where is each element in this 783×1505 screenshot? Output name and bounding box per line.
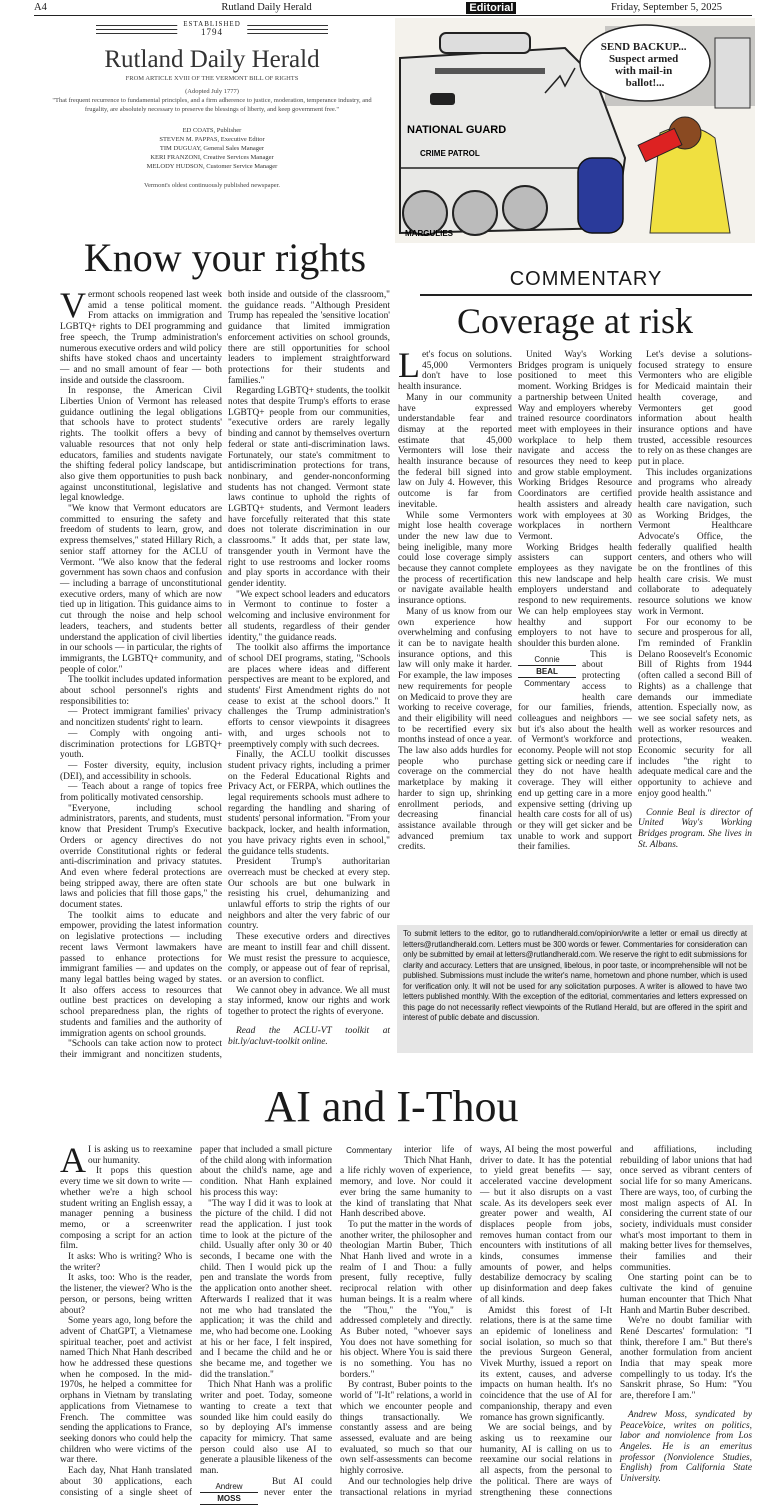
paragraph: "Everyone, including school administrators, parents, and students, must know that President Trump's Executive Orders or agency directives do not override Constitutional rights or federal anti-discrimination and privacy statutes. And even where federal protections are being stripped away, there are often state laws and policies that fill those gaps," the document states. [60,803,222,911]
letters-policy-box: To submit letters to the editor, go to rutlandherald.com/opinion/write a letter or email us directly at letters@rutlandherald.com. Letters must be 300 words or fewer. Commentaries for consideration can only be submitted by email at letters@rutlandherald.com. We reserve the right to edit submissions for clarity and accuracy. Letters that are unsigned, libelous, in poor taste, or incomprehensible will not be published. Submissions must include the writer's name, hometown and phone number, which is used for verification only. It will not be used for any solicitation purposes. A writer is allowed to have two letters published monthly. With the exception of the editorial, commentaries and letters expressed on this page do not necessarily reflect viewpoints of the Rutland Herald, but are offered in the spirit and interest of public debate and discussion. [397,925,753,1053]
paragraph: Each day, Nhat Hanh translated about 30 applications, each consisting of a single sheet of paper that included a small picture of the child along with information about the child's name, age and condition. Nhat Hanh explained his process this way: [60,1145,332,1498]
paragraph: Vermont schools reopened last week amid a tense political moment. From attacks on immigration and LGBTQ+ rights to DEI programming and free speech, the Trump administration's numerous executive orders and wild policy shifts have stoked chaos and uncertainty — and no small amount of fear — both inside and outside the classroom. [60,285,222,386]
paragraph: "Schools can take action now to protect their immigrant and noncitizen students, both inside and outside of the classroom," the guidance reads. "Although President Trump has repealed the 'sensitive location' guidance that limited immigration enforcement activities on school grounds, there are still opportunities for school leaders to implement straightforward protections for their students and families." [60,290,390,1060]
page-number: A4 [34,2,47,13]
paragraph: Regarding LGBTQ+ students, the toolkit notes that despite Trump's efforts to erase LGBTQ+ people from our communities, "executive orders are rarely legally binding and cannot by themselves overturn federal or state anti-discrimination laws. Fortunately, our state's commitment to antidiscrimination protections for trans, nonbinary, and gender-nonconforming students has not changed. Vermont state laws continue to uphold the rights of LGBTQ+ students, and Vermont leaders have forcefully reiterated that this state does not tolerate discrimination in our classrooms." It adds that, per state law, transgender youth in Vermont have the right to use restrooms and locker rooms and play sports in accordance with their gender identity. [228,386,390,589]
paragraph: "The way I did it was to look at the picture of the child. I did not read the application. I just took time to look at the picture of the child. Usually after only 30 or 40 seconds, I became one with the child. Then I would pick up the pen and translate the words from the application onto another sheet. Afterwards I realized that it was not me who had translated the application; it was the child and me, who had become one. Looking at his or her face, I felt inspired, and I became the child and he or she became me, and together we did the translation." [200,1198,332,1380]
paragraph: AI is asking us to reexamine our humanity. [60,1140,192,1180]
paragraph: One starting point can be to cultivate the kind of genuine human encounter that Thich Nhat Hanh and Martin Buber described. [620,1273,752,1316]
ai-column-body [60,1140,752,1505]
paragraph: Let's devise a solutions-focused strategy to ensure Vermonters who are eligible for Medicaid maintain their health coverage, and Vermonters get good information about health insurance options and have trusted, accessible resources to rely on as these changes are put in place. [638,350,753,468]
issue-date: Friday, September 5, 2025 [610,2,722,13]
paragraph: It asks: Who is writing? Who is the writer? [60,1252,192,1273]
paragraph: We cannot obey in advance. We all must stay informed, know our rights and work together to protect the rights of everyone. [228,985,390,1018]
page-header [34,2,752,16]
paragraph: It pops this question every time we sit down to write — whether we're a high school student writing an English essay, a manager penning a business memo, or a screenwriter composing a script for an action film. [60,1166,192,1252]
paragraph: By contrast, Buber points to the world of "I-It" relations, a world in which we encounter people and things transactionally. We constantly assess and are being assessed, evaluate and are being evaluated, so much so that our own self-assessments can become highly corrosive. [340,1380,472,1477]
paragraph: For our economy to be secure and prosperous for all, I'm reminded of Franklin Delano Roosevelt's Economic Bill of Rights from 1944 (often called a second Bill of Rights) as a challenge that demands our immediate attention. Especially now, as we see social safety nets, as well as worker resources and protections, weaken. Economic security for all includes "the right to adequate medical care and the opportunity to achieve and enjoy good health." [638,617,752,799]
author-pullout: Connie BEAL Commentary [518,654,576,689]
staff-member: STEVEN M. PAPPAS, Executive Editor [159,136,265,143]
established-seal: ESTABLISHED 1794 [177,20,247,36]
paragraph: While some Vermonters might lose health coverage under the new law due to being ineligible, many more could lose coverage simply because they cannot complete the process of recertification or navigate available health insurance options. [398,510,512,607]
paragraph: — Foster diversity, equity, inclusion (DEI), and accessibility in schools. [60,760,222,782]
paragraph: "We expect school leaders and educators in Vermont to continue to foster a welcoming and inclusive environment for all students, regardless of their gender identity," the guidance reads. [228,589,390,643]
artist-signature: MARGULIES [405,229,453,238]
paragraph: This includes organizations and programs who already provide health assistance and health care navigation, such as Working Bridges, the Vermont Healthcare Advocate's Office, the federally qualified health centers, and others who will be on the frontlines of this health care crisis. We must collaborate to adequately resource solutions we know work in Vermont. [638,467,752,617]
paragraph: We're no doubt familiar with René Descartes' formulation: "I think, therefore I am." But there's another formulation from ancient India that may speak more compellingly to us today. It's the Sanskrit phrase, So Hum: "You are, therefore I am." [620,1316,752,1402]
commentary-body [398,345,753,853]
signoff: Read the ACLU-VT toolkit at bit.ly/acluvt-toolkit online. [228,1025,390,1047]
paragraph: — Comply with ongoing anti-discrimination protections for LGBTQ+ youth. [60,728,222,761]
bubble-line: Suspect armed [608,53,679,65]
paragraph: President Trump's authoritarian overreach must be checked at every step. Our schools are but one bulwark in resisting his cruel, dehumanizing and unlawful efforts to strip the rights of our neighbors and alter the very fabric of our country. [228,857,390,932]
paragraph: "We know that Vermont educators are committed to ensuring the safety and freedom of students to learn, grow, and express themselves," stated Hillary Rich, a senior staff attorney for the ACLU of Vermont. "We also know that the federal government has sown chaos and confusion — including a barrage of unconstitutional executive orders, many of which are now tied up in litigation. This guidance aims to cut through the noise and help school leaders, teachers, and students better understand the application of civil liberties in our schools — in particular, the rights of immigrants, the LGBTQ+ community, and people of color." [60,504,222,675]
section-commentary-label: COMMENTARY [420,268,752,296]
mailbox-icon [578,158,623,233]
commentary-headline: Coverage at risk [457,301,693,341]
paragraph: This is about protecting access to health care for our families, friends, colleagues and neighbors — but it's also about the health of Vermont's workforce and economy. People will not stop getting sick or needing care if they do not have health coverage. They will either end up getting care in a more expensive setting (driving up health care costs for all of us) or they will get sicker and be unable to work and support their families. [518,649,632,853]
paper-name: Rutland Daily Herald [221,2,312,13]
author-pullout: Andrew MOSS Commentary [200,1145,398,1505]
masthead-adopted: (Adopted July 1777) [185,88,239,95]
masthead-title: Rutland Daily Herald [104,46,320,73]
paragraph: Working Bridges health assisters can support employees as they navigate this new landscape and help employers understand and respond to new requirements. We can help employees stay healthy and support employers to not have to shoulder this burden alone. [518,542,632,649]
paragraph: Let's focus on solutions. 45,000 Vermonters don't have to lose health insurance. [398,345,512,393]
paragraph: Some years ago, long before the advent of ChatGPT, a Vietnamese spiritual teacher, poet and activist named Thich Nhat Hanh described how he addressed these questions when he composed. In the mid-1970s, he helped a committee for orphans in Vietnam by translating applications from Vietnamese to French. The committee was sending the applications to France, seeking donors who could help the children who were victims of the war there. [60,1316,192,1466]
paragraph: The toolkit aims to educate and empower, providing the latest information on legislative protections — including recent laws Vermont lawmakers have passed to enhance protections for immigrant families — and updates on the many legal battles being waged by states. It also offers access to resources that outline best practices on developing a school preparedness plan, the rights of students and families and the authority of immigration agents on school grounds. [60,910,222,1039]
paragraph: But AI could never enter the interior life of Thich Nhat Hanh, a life richly woven of experience, memory, and love. Nor could it ever bring the same humanity to the kind of translating that Nhat Hanh described above. [264,1145,472,1498]
masthead-tagline: Vermont's oldest continuously published newspaper. [143,182,281,189]
editorial-headline: Know your rights [83,235,367,280]
paragraph: Finally, the ACLU toolkit discusses student privacy rights, including a primer on the Federal Educational Rights and Privacy Act, or FERPA, which outlines the legal requirements schools must adhere to regarding the handling and sharing of students' personal information. "From your backpack, locker, and health information, you have privacy rights even in school," the guidance tells students. [228,750,390,857]
paragraph: We are social beings, and by asking us to reexamine our humanity, AI is calling on us to reexamine our social relations in all aspects, from the personal to the political. There are ways of strengthening these connections and affiliations, including rebuilding of labor unions that had once served as vibrant centers of social life for so many Americans. There are ways, too, of curbing the most malign aspects of AI. In considering the current state of our society, individuals must consider what's most important to them in making better lives for themselves, their families and their communities. [480,1145,752,1498]
paragraph: And our technologies help drive transactional relations in myriad ways, AI being the most powerful driver to date. It has the potential to yield great benefits — say, accelerated vaccine development — but it also disrupts on a vast scale. As its developers seek ever greater power and wealth, AI displaces people from jobs, removes human contact from our encounters with institutions of all kinds, consumes immense amounts of power, and helps destabilize democracy by scaling up disinformation and deep fakes of all kinds. [340,1145,612,1498]
paragraph: — Teach about a range of topics free from politically motivated censorship. [60,782,222,804]
bubble-line: ballot!... [625,77,665,89]
paragraph: To put the matter in the words of another writer, the philosopher and theologian Martin Buber, Thich Nhat Hanh lived and wrote in a realm of I and Thou: a fully present, fully receptive, fully reciprocal relation with other human beings. It is a realm where the "Thou," the "You," is addressed completely and directly. As Buber noted, "whoever says You does not have something for his object. Where You is said there is no something. You has no borders." [340,1219,472,1380]
paragraph: The toolkit includes updated information about school personnel's rights and responsibilities to: [60,675,222,707]
tank-sublabel: CRIME PATROL [420,149,480,158]
paragraph: Thich Nhat Hanh was a prolific writer and poet. Today, someone wanting to create a text that sounded like him could easily do so by deploying AI's immense capacity for mimicry. That same person could also use AI to generate a plausible likeness of the man. [200,1380,332,1477]
staff-member: TIM DUGUAY, General Sales Manager [159,145,265,152]
paragraph: These executive orders and directives are meant to instill fear and chill dissent. We must resist the pressure to acquiesce, comply, or appease out of fear of reprisal, or an aversion to conflict. [228,932,390,985]
staff-member: ED COATS, Publisher [182,127,242,134]
bubble-line: with mail-in [615,65,673,77]
paragraph: It asks, too: Who is the reader, the listener, the viewer? Who is the person, or persons, being written about? [60,1273,192,1316]
paragraph: United Way's Working Bridges program is uniquely positioned to meet this moment. Working Bridges is a partnership between United Way and employers whereby trained resource coordinators meet with employees in their workplace to help them navigate and access the resources they need to keep and grow stable employment. Working Bridges Resource Coordinators are certified health assisters and already work with employees at 30 workplaces in northern Vermont. [518,350,632,542]
section-label: Editorial [466,2,516,14]
paragraph: In response, the American Civil Liberties Union of Vermont has released guidance outlining the legal obligations that schools have to protect students' rights. The toolkit offers a bevy of valuable resources that not only help educators, families and students navigate the shifting federal policy landscape, but also give them opportunities to push back against unconstitutional, legislative and legal knowledge. [60,386,222,504]
masthead [38,20,386,190]
masthead-quote: "That frequent recurrence to fundamental principles, and a firm adherence to justice, moderation, temperance industry, and frugality, are absolutely necessary to preserve the blessings of liberty, and keep government free." [52,97,372,113]
staff-member: KERI FRANZONI, Creative Services Manager [150,154,274,161]
staff-list [38,126,386,171]
bubble-line: SEND BACKUP... [600,41,687,53]
editorial-body [60,285,390,1061]
paragraph: Amidst this forest of I-It relations, there is at the same time an epidemic of loneliness and social isolation, so much so that the previous Surgeon General, Vivek Murthy, issued a report on its extent, causes, and adverse impacts on human health. It's no coincidence that the use of AI for companionship, therapy and even romance has grown significantly. [480,1305,612,1423]
tank-label: NATIONAL GUARD [407,124,507,136]
paragraph: Many in our community have expressed understandable fear and dismay at the reported estimate that 45,000 Vermonters will lose their health insurance because of the federal bill signed into law on July 4. However, this outcome is far from inevitable. [398,392,512,510]
author-bio: Connie Beal is director of United Way's Working Bridges program. She lives in St. Albans. [638,807,752,850]
paragraph: Many of us know from our own experience how overwhelming and confusing it can be to navigate health insurance options, and this law will only make it harder. For example, the law imposes new requirements for people on Medicaid to prove they are working to receive coverage, and their eligibility will need to be recertified every six months instead of once a year. The law also adds hurdles for people who purchase coverage on the commercial marketplace by making it harder to sign up, shrinking enrollment periods, and decreasing financial assistance available through advanced premium tax credits. [398,606,512,853]
editorial-cartoon [395,18,755,243]
paragraph: — Protect immigrant families' privacy and noncitizen students' right to learn. [60,707,222,729]
paragraph: The toolkit also affirms the importance of school DEI programs, stating, "Schools are places where ideas and different perspectives are meant to be explored, and students' First Amendment rights do not cease to exist at the school doors." It challenges the Trump administration's efforts to censor viewpoints it disagrees with, and urges schools not to preemptively comply with such decrees. [228,643,390,750]
ai-headline: AI and I-Thou [264,1082,519,1131]
masthead-source: FROM ARTICLE XVIII OF THE VERMONT BILL OF RIGHTS [125,75,299,82]
staff-member: MELODY HUDSON, Customer Service Manager [146,163,278,170]
author-bio: Andrew Moss, syndicated by PeaceVoice, writes on politics, labor and nonviolence from Los Angeles. He is an emeritus professor (Nonviolence Studies, English) from California State University. [620,1409,752,1485]
